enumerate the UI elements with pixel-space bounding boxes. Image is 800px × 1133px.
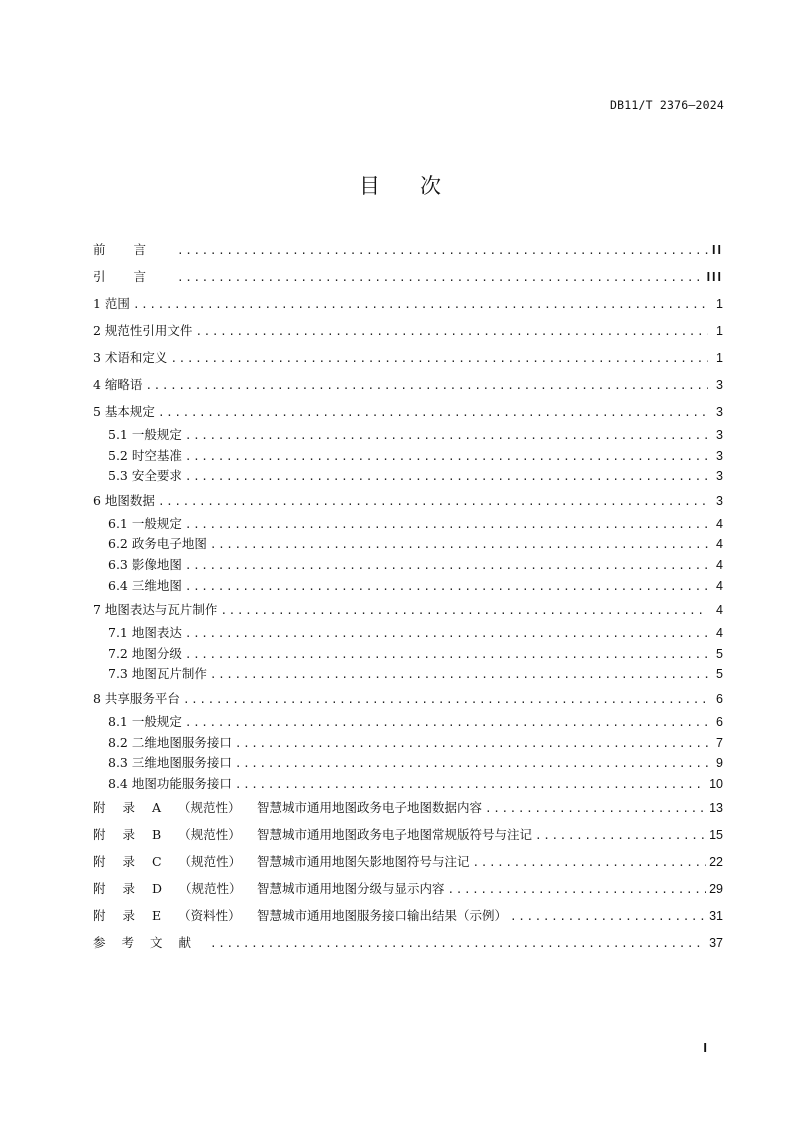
toc-leader-dots xyxy=(185,426,708,447)
toc-leader-dots xyxy=(185,624,708,645)
toc-leader-dots xyxy=(235,754,708,775)
toc-entry[interactable] xyxy=(93,596,723,623)
toc-page-number: 3 xyxy=(716,378,723,392)
toc-page-number: 5 xyxy=(716,646,723,661)
toc-entry[interactable] xyxy=(93,487,723,514)
toc-page-number: 4 xyxy=(716,578,723,593)
toc-page-number: 1 xyxy=(716,351,723,365)
toc-entry[interactable] xyxy=(93,929,723,956)
toc-subentry[interactable] xyxy=(93,664,723,685)
toc-page-number: 4 xyxy=(716,557,723,572)
toc-entry-label xyxy=(93,821,532,848)
toc-subentry[interactable] xyxy=(93,644,723,665)
toc-entry-label: 6.4 三维地图 xyxy=(108,577,182,593)
toc-leader-dots xyxy=(145,372,708,399)
toc-subentry[interactable] xyxy=(93,534,723,555)
toc-annex-entry[interactable] xyxy=(93,794,723,821)
toc-leader-dots xyxy=(510,903,706,930)
document-code: DB11/T 2376—2024 xyxy=(610,98,724,112)
toc-entry-label: 6.2 政务电子地图 xyxy=(108,536,207,552)
annex-kind: （规范性） xyxy=(178,800,241,816)
toc-page-number: 29 xyxy=(709,882,723,897)
annex-title: 智慧城市通用地图政务电子地图数据内容 xyxy=(257,800,483,816)
toc-entry-label: 6.1 一般规定 xyxy=(108,515,182,531)
toc-entry-label: 4 缩略语 xyxy=(93,377,143,392)
annex-number: 附录E xyxy=(93,908,179,924)
toc-page-number: 22 xyxy=(709,855,723,870)
toc-entry-label xyxy=(93,794,482,821)
annex-designation xyxy=(93,902,257,929)
toc-entry-label: 5.2 时空基准 xyxy=(108,447,182,463)
toc-page-number: 4 xyxy=(716,516,723,531)
toc-page-number: 9 xyxy=(716,756,723,771)
toc-entry-label: 5.1 一般规定 xyxy=(108,427,182,442)
toc-page-number: 7 xyxy=(716,735,723,750)
toc-page-number: 13 xyxy=(709,801,723,816)
toc-page-number: II xyxy=(712,243,723,257)
toc-subentry[interactable] xyxy=(93,623,723,644)
toc-subentry[interactable] xyxy=(93,425,723,446)
annex-kind: （规范性） xyxy=(179,881,242,897)
toc-subentry[interactable] xyxy=(93,733,723,754)
toc-entry[interactable] xyxy=(93,317,723,344)
toc-leader-dots xyxy=(485,795,706,822)
toc-subentry[interactable] xyxy=(93,555,723,576)
toc-entry-label: 5.3 安全要求 xyxy=(108,468,182,484)
table-of-contents xyxy=(93,236,723,956)
toc-entry-label: 2 规范性引用文件 xyxy=(93,323,193,338)
toc-page-number: 37 xyxy=(709,936,723,951)
toc-page-number: 3 xyxy=(716,405,723,419)
toc-entry-label: 前言 xyxy=(93,242,175,257)
page-number: I xyxy=(703,1040,707,1055)
toc-page-number: 31 xyxy=(709,909,723,924)
toc-entry-label: 7.3 地图瓦片制作 xyxy=(108,666,207,682)
annex-title: 智慧城市通用地图政务电子地图常规版符号与注记 xyxy=(257,827,533,843)
toc-entry-label: 1 范围 xyxy=(93,296,130,311)
annex-designation xyxy=(93,875,257,902)
toc-page-number: 3 xyxy=(716,448,723,463)
annex-number: 附录A xyxy=(93,800,179,816)
toc-leader-dots xyxy=(177,264,704,291)
annex-title: 智慧城市通用地图分级与显示内容 xyxy=(257,881,445,897)
toc-entry-label: 8.2 二维地图服务接口 xyxy=(108,734,232,750)
toc-leader-dots xyxy=(535,822,706,849)
toc-entry[interactable] xyxy=(93,344,723,371)
toc-page-number: 4 xyxy=(716,537,723,552)
toc-entry-label: 7.1 地图表达 xyxy=(108,625,182,641)
toc-entry-label: 5 基本规定 xyxy=(93,404,155,419)
toc-leader-dots xyxy=(210,930,706,957)
toc-leader-dots xyxy=(210,535,708,556)
toc-entry[interactable] xyxy=(93,371,723,398)
toc-leader-dots xyxy=(210,665,708,686)
annex-number: 附录D xyxy=(93,881,180,897)
toc-entry-label: 8.4 地图功能服务接口 xyxy=(108,775,232,791)
toc-subentry[interactable] xyxy=(93,712,723,733)
toc-page-number: 6 xyxy=(716,691,723,706)
toc-leader-dots xyxy=(133,291,708,318)
toc-page-number: 3 xyxy=(716,469,723,484)
toc-annex-entry[interactable] xyxy=(93,848,723,875)
toc-subentry[interactable] xyxy=(93,514,723,535)
toc-leader-dots xyxy=(185,645,708,666)
toc-annex-entry[interactable] xyxy=(93,902,723,929)
toc-entry-label: 6.3 影像地图 xyxy=(108,556,182,572)
toc-leader-dots xyxy=(220,597,708,624)
toc-entry-label: 6 地图数据 xyxy=(93,492,155,508)
toc-leader-dots xyxy=(473,849,707,876)
toc-page-number: 10 xyxy=(709,776,723,791)
toc-leader-dots xyxy=(185,467,708,488)
toc-entry-label xyxy=(93,902,507,929)
toc-subentry[interactable] xyxy=(93,774,723,795)
toc-entry-label: 8.3 三维地图服务接口 xyxy=(108,755,232,771)
toc-entry[interactable] xyxy=(93,236,723,263)
annex-number: 附录B xyxy=(93,827,179,843)
toc-entry-label: 参考文献 xyxy=(93,935,208,951)
annex-kind: （资料性） xyxy=(178,908,241,924)
toc-subentry[interactable] xyxy=(93,446,723,467)
annex-title: 智慧城市通用地图矢影地图符号与注记 xyxy=(257,854,470,870)
toc-leader-dots xyxy=(185,577,708,598)
toc-entry-label: 3 术语和定义 xyxy=(93,350,168,365)
toc-title: 目次 xyxy=(359,174,481,198)
toc-page-number: 15 xyxy=(709,828,723,843)
toc-entry[interactable] xyxy=(93,263,723,290)
toc-page-number: 5 xyxy=(716,667,723,682)
annex-designation xyxy=(93,848,257,875)
annex-kind: （规范性） xyxy=(178,854,242,870)
toc-entry-label xyxy=(93,875,445,902)
toc-leader-dots xyxy=(235,775,706,796)
toc-entry[interactable] xyxy=(93,685,723,712)
toc-leader-dots xyxy=(158,488,708,515)
toc-page-number: 1 xyxy=(716,324,723,338)
toc-entry-label xyxy=(93,848,470,875)
annex-kind: （规范性） xyxy=(178,827,241,843)
toc-page-number: 4 xyxy=(716,626,723,641)
toc-entry-label: 引言 xyxy=(93,269,175,284)
annex-designation xyxy=(93,821,257,848)
toc-leader-dots xyxy=(170,345,708,372)
toc-page-number: III xyxy=(706,270,723,284)
toc-leader-dots xyxy=(185,713,708,734)
toc-subentry[interactable] xyxy=(93,753,723,774)
toc-page-number: 1 xyxy=(716,297,723,311)
toc-entry-label: 7.2 地图分级 xyxy=(108,645,182,661)
toc-leader-dots xyxy=(185,556,708,577)
toc-leader-dots xyxy=(177,237,708,264)
annex-designation xyxy=(93,794,257,821)
toc-leader-dots xyxy=(185,515,708,536)
toc-entry-label: 8 共享服务平台 xyxy=(93,690,180,706)
toc-page-number: 6 xyxy=(716,714,723,729)
toc-subentry[interactable] xyxy=(93,466,723,487)
toc-entry[interactable] xyxy=(93,290,723,317)
toc-leader-dots xyxy=(158,399,708,426)
toc-leader-dots xyxy=(195,318,708,345)
toc-entry[interactable] xyxy=(93,398,723,425)
toc-leader-dots xyxy=(185,447,708,468)
toc-leader-dots xyxy=(183,686,708,713)
toc-entry-label: 7 地图表达与瓦片制作 xyxy=(93,602,218,618)
toc-annex-entry[interactable] xyxy=(93,875,723,902)
toc-page-number: 3 xyxy=(716,493,723,508)
toc-leader-dots xyxy=(235,734,708,755)
annex-title: 智慧城市通用地图服务接口输出结果（示例） xyxy=(257,908,508,924)
annex-number: 附录C xyxy=(93,854,179,870)
toc-page-number: 3 xyxy=(716,428,723,442)
toc-subentry[interactable] xyxy=(93,576,723,597)
toc-annex-entry[interactable] xyxy=(93,821,723,848)
toc-leader-dots xyxy=(448,876,707,903)
toc-entry-label: 8.1 一般规定 xyxy=(108,713,182,729)
toc-page-number: 4 xyxy=(716,603,723,618)
